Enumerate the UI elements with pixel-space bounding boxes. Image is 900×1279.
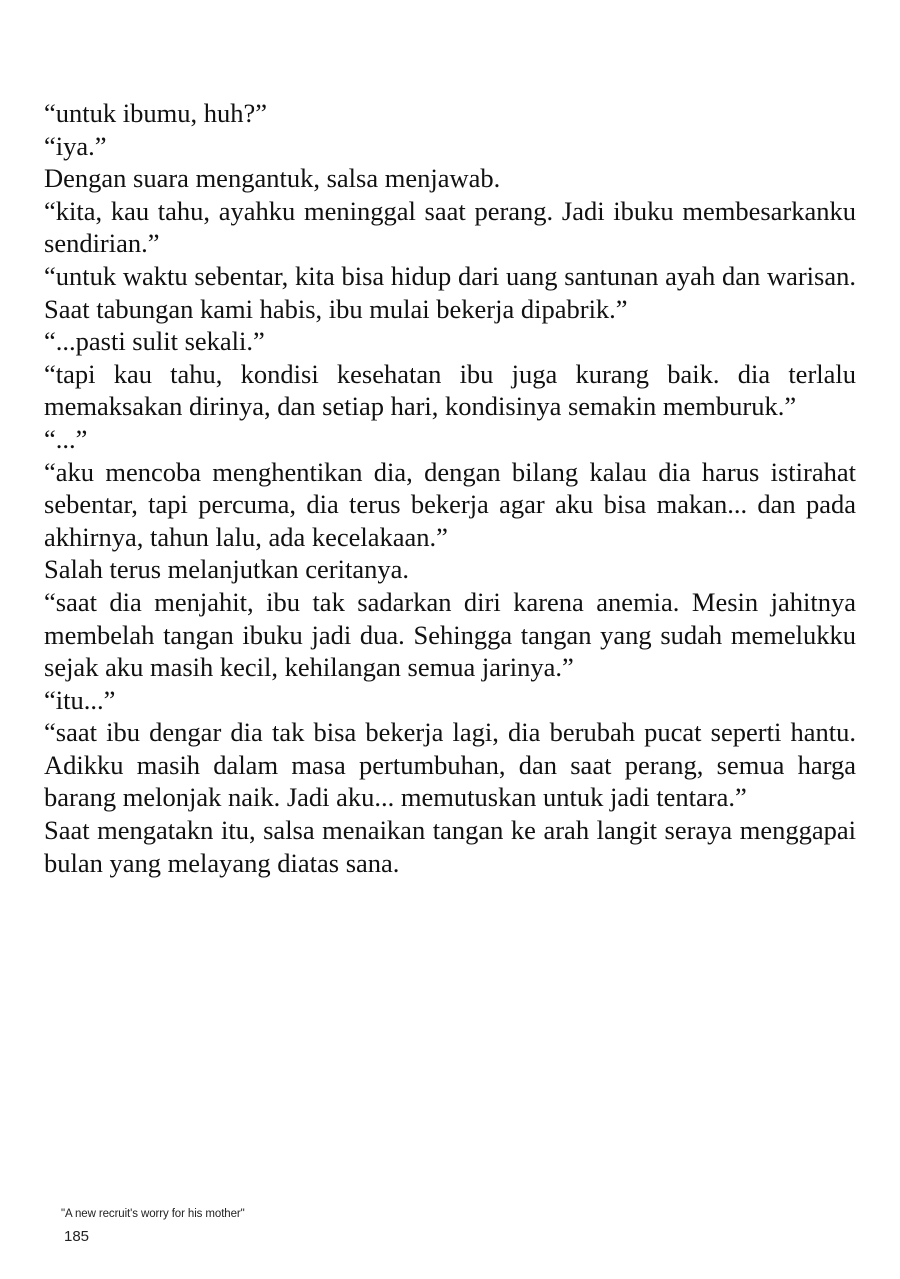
page-number: 185 <box>64 1228 90 1245</box>
paragraph: “iya.” <box>44 130 107 161</box>
paragraph: “saat dia menjahit, ibu tak sadarkan diri karena anemia. Mesin jahitnya membelah tangan ibuku jadi dua. Sehingga tangan yang sudah memelukku sejak aku masih kecil, kehilangan semua jarinya.” <box>44 586 856 683</box>
page-body-text <box>44 97 856 879</box>
paragraph: “tapi kau tahu, kondisi kesehatan ibu juga kurang baik. dia terlalu memaksakan dirinya, dan setiap hari, kondisinya semakin memburuk.” <box>44 358 856 422</box>
paragraph: “untuk waktu sebentar, kita bisa hidup dari uang santunan ayah dan warisan. Saat tabungan kami habis, ibu mulai bekerja dipabrik.” <box>44 260 856 324</box>
paragraph: “...” <box>44 423 88 454</box>
paragraph: Dengan suara mengantuk, salsa menjawab. <box>44 163 501 194</box>
paragraph: “untuk ibumu, huh?” <box>44 98 267 128</box>
paragraph: “...pasti sulit sekali.” <box>44 326 265 357</box>
paragraph: “aku mencoba menghentikan dia, dengan bilang kalau dia harus istirahat sebentar, tapi percuma, dia terus bekerja agar aku bisa makan... dan pada akhirnya, tahun lalu, ada kecelakaan.” <box>44 456 856 552</box>
paragraph: “kita, kau tahu, ayahku meninggal saat perang. Jadi ibuku membesarkanku sendirian.” <box>44 195 856 259</box>
paragraph: Saat mengatakn itu, salsa menaikan tangan ke arah langit seraya menggapai bulan yang melayang diatas sana. <box>44 815 856 878</box>
paragraph: “saat ibu dengar dia tak bisa bekerja lagi, dia berubah pucat seperti hantu. Adikku masih dalam masa pertumbuhan, dan saat perang, semua harga barang melonjak naik. Jadi aku... memutuskan untuk jadi tentara.” <box>44 717 856 813</box>
footer-chapter-title: "A new recruit's worry for his mother" <box>61 1208 245 1220</box>
paragraph: “itu...” <box>44 684 116 715</box>
paragraph: Salah terus melanjutkan ceritanya. <box>44 554 409 585</box>
